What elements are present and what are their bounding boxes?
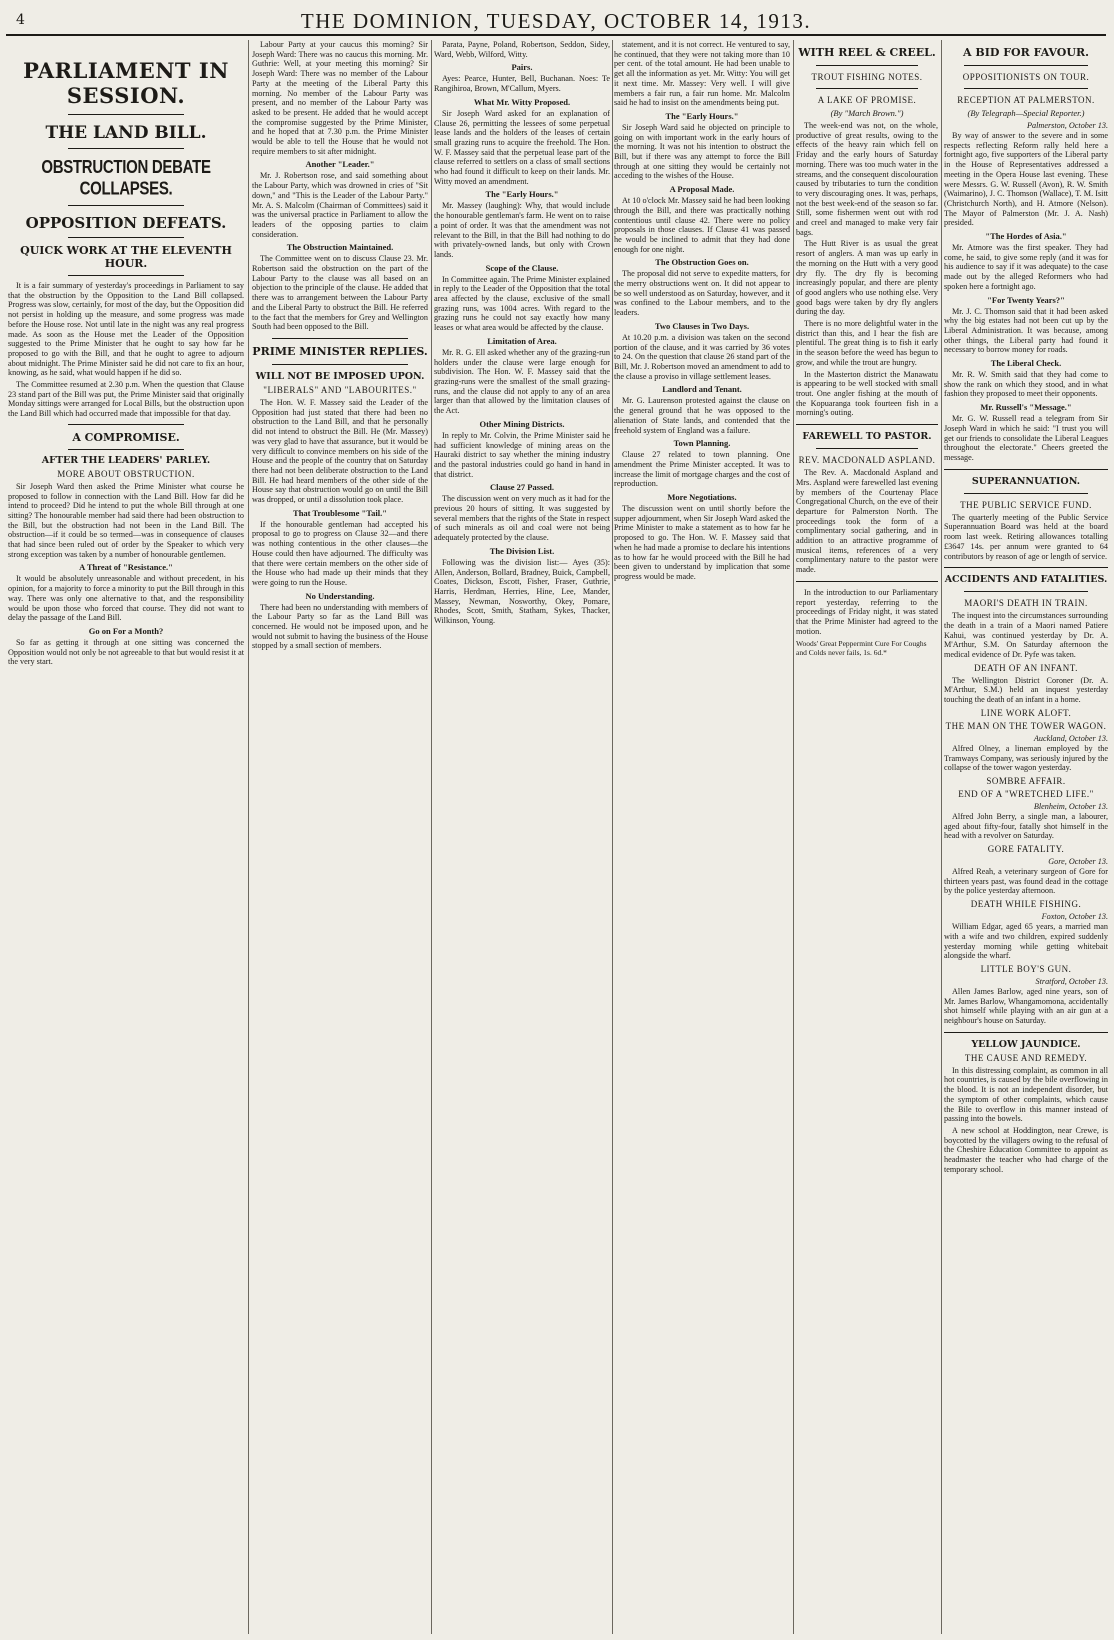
- headline-superannuation: SUPERANNUATION.: [971, 475, 1081, 487]
- headline-trout-fishing: TROUT FISHING NOTES.: [811, 72, 923, 82]
- headline-quick-work: QUICK WORK AT THE ELEVENTH HOUR.: [20, 244, 232, 270]
- column-6: [944, 40, 1108, 1636]
- headline-accidents: ACCIDENTS AND FATALITIES.: [944, 574, 1108, 586]
- subheading: Scope of the Clause.: [485, 262, 559, 273]
- headline-rev-aspland: REV. MACDONALD ASPLAND.: [798, 455, 936, 466]
- article-paragraph: Mr. Massey (laughing): Why, that would include the honourable gentleman's farm. He went on to raise a point of order. It was that the amendment was not relevant to the Bill, in that the Bill had nothing to do with privately-owned lands, but only with Crown lands.: [434, 201, 610, 259]
- headline-bid-for-favour: A BID FOR FAVOUR.: [963, 46, 1089, 59]
- article-paragraph: Mr. R. G. Ell asked whether any of the grazing-run holders under the clause were large enough for subdivision. The Hon. W. F. Massey said that the grazing-runs were the smallest of the small grazing-runs, and the clause did not apply to any of an area larger than that allowed by the limitation clauses of the Act.: [434, 347, 610, 416]
- subheading: Town Planning.: [673, 438, 731, 449]
- headline-lake-of-promise: A LAKE OF PROMISE.: [817, 95, 917, 105]
- article-paragraph: Mr. G. W. Russell read a telegram from Sir Joseph Ward in which he said: "I trust you will get our friends to consolidate the Liberal Leagues throughout the electorate." Cheers greeted the message.: [944, 414, 1108, 462]
- article-paragraph: If the honourable gentleman had accepted his proposal to go to progress on Clause 32—and there was nothing contentious in the other clauses—the House could then have adjourned. The difficulty was that there were certain members on the other side of the House who had made up their minds that they were going to run the House.: [252, 519, 428, 587]
- article-paragraph: Parata, Payne, Poland, Robertson, Seddon, Sidey, Ward, Webb, Wilford, Witty.: [434, 40, 610, 59]
- column-3: [434, 40, 610, 1636]
- article-paragraph: A new school at Hoddington, near Crewe, is boycotted by the villagers owing to the refusal of the Cheshire Education Committee to appoint as headmaster the teacher who had charge of the temporary school.: [944, 1126, 1108, 1174]
- divider: [796, 424, 938, 425]
- article-paragraph: In Committee again. The Prime Minister explained in reply to the Leader of the Opposition that the total area affected by the clause, exclusive of the small grazing runs, was 1004 acres. With regard to the grazing runs he could not say exactly how many leases or what area would be affected by the clause.: [434, 274, 610, 333]
- headline-pm-replies: PRIME MINISTER REPLIES.: [252, 344, 428, 358]
- masthead: [6, 6, 1106, 36]
- article-paragraph: In reply to Mr. Colvin, the Prime Minister said he had sufficient knowledge of mining areas on the Hauraki district to say whether the mining industry and the pastoral industries could go hand in hand in that district.: [434, 430, 610, 479]
- column-2: [252, 40, 428, 1636]
- advertisement: Woods' Great Peppermint Cure For Coughs and Colds never fails, 1s. 6d.*: [796, 639, 927, 658]
- article-paragraph: Alfred Olney, a lineman employed by the Tramways Company, was seriously injured by the collapse of the tower wagon yesterday.: [944, 743, 1108, 773]
- headline-little-boys-gun: LITTLE BOY'S GUN.: [980, 963, 1072, 974]
- subheading: MORE ABOUT OBSTRUCTION.: [57, 468, 195, 479]
- subheading: A Proposal Made.: [669, 184, 735, 195]
- divider: [816, 65, 918, 66]
- headline-sombre-affair: SOMBRE AFFAIR.: [986, 775, 1066, 786]
- divider: [964, 65, 1088, 66]
- subheading: Another "Leader.": [305, 159, 375, 170]
- article-paragraph: There is no more delightful water in the district than this, and I hear the fish are plentiful. The great thing is to fish it early in the season before the weed has begun to grow, and while the trout are hungry.: [796, 319, 938, 367]
- divider: [944, 567, 1108, 568]
- subheading: The "Early Hours.": [665, 110, 739, 121]
- headline-public-service-fund: THE PUBLIC SERVICE FUND.: [960, 499, 1092, 510]
- divider: [68, 237, 184, 238]
- subheading: The Obstruction Goes on.: [655, 257, 749, 268]
- article-paragraph: The Committee resumed at 2.30 p.m. When the question that Clause 23 stand part of the Bill was put, the Prime Minister said that originally Monday sittings were arranged for Local Bills, but the obstruction upon the Land Bill which had occurred made that impossible for that day.: [8, 380, 244, 419]
- headline-yellow-jaundice: YELLOW JAUNDICE.: [971, 1038, 1081, 1050]
- headline-not-imposed: WILL NOT BE IMPOSED UPON.: [255, 370, 425, 382]
- headline-death-fishing: DEATH WHILE FISHING.: [970, 899, 1082, 910]
- dateline: Foxton, October 13.: [1041, 912, 1108, 922]
- article-paragraph: By way of answer to the severe and in some respects reflecting Reform rally held here a fortnight ago, five supporters of the Liberal party in the House of Representatives addressed a meeting in the Opera House last evening. These were Messrs. G. W. Russell (Avon), R. W. Smith (Waimarino), J. C. Thomson (Wallace), T. M. Isitt (Christchurch North), and H. Atmore (Nelson). The Mayor of Palmerston (Mr. J. A. Nash) presided.: [944, 131, 1108, 228]
- article-paragraph: Allen James Barlow, aged nine years, son of Mr. James Barlow, Whangamomona, accidentally shot himself while playing with an air gun at a neighbour's house on Saturday.: [944, 986, 1108, 1026]
- article-paragraph: Mr. J. Robertson rose, and said something about the Labour Party, which was drowned in cries of "Sit down," and "This is the Leader of the Labour Party." Mr. A. S. Malcolm (Chairman of Committees) said it was the universal practice in Parliament to allow the leaders of the opposing parties to claim consideration.: [252, 171, 428, 239]
- article-paragraph: In the Masterton district the Manawatu is appearing to be well stocked with small trout. One angler fishing at the mouth of the Kopuaranga took fourteen fish in a morning's outing.: [796, 369, 938, 418]
- divider: [68, 148, 184, 149]
- divider: [272, 338, 408, 339]
- subheading: Clause 27 Passed.: [490, 482, 554, 493]
- article-paragraph: At 10 o'clock Mr. Massey said he had been looking through the Bill, and there was practically nothing contentious until clause 42. There were no policy proposals in those clauses. If Clause 41 was passed he would be inclined to admit that they had done enough for one night.: [614, 196, 790, 254]
- headline-oppositionists: OPPOSITIONISTS ON TOUR.: [962, 72, 1090, 82]
- subheading: The Division List.: [489, 545, 555, 556]
- headline-wretched-life: END OF A "WRETCHED LIFE.": [958, 788, 1094, 799]
- headline-opposition-defeats: OPPOSITION DEFEATS.: [25, 214, 227, 232]
- article-paragraph: Mr. J. C. Thomson said that it had been asked why the big estates had not been cut up by the Liberal Administration. It was because, among other things, the Liberal party had found it necessary to borrow money for roads.: [944, 306, 1108, 355]
- headline-leaders-parley: AFTER THE LEADERS' PARLEY.: [41, 454, 211, 466]
- article-paragraph: The discussion went on until shortly before the supper adjournment, when Sir Joseph Ward asked the Prime Minister to make a statement as to how far he proposed to go. The Hon. W. F. Massey said that when he had made a promise to declare his intentions as to how far he would proceed with the Bill he had been given to understand by implication that some progress would be made.: [614, 504, 790, 581]
- headline-line-work: LINE WORK ALOFT.: [980, 707, 1072, 718]
- headline-gore-fatality: GORE FATALITY.: [987, 844, 1065, 855]
- article-paragraph: The quarterly meeting of the Public Service Superannuation Board was held at the board room last week. Retiring allowances totalling £3647 14s. per annum were granted to 64 contributors by reason of age or length of service.: [944, 512, 1108, 561]
- subheading: The Liberal Check.: [990, 358, 1062, 369]
- subheading: Mr. Russell's "Message.": [980, 402, 1072, 413]
- headline-cause-remedy: THE CAUSE AND REMEDY.: [964, 1052, 1088, 1063]
- subheading: No Understanding.: [305, 590, 375, 601]
- headline-infant: DEATH OF AN INFANT.: [974, 662, 1078, 673]
- article-paragraph: So far as getting it through at one sitting was concerned the Opposition would not only be not agreeable to that but would resist it at the very start.: [8, 637, 244, 667]
- headline-parliament: PARLIAMENT IN SESSION.: [23, 58, 229, 108]
- dateline: Palmerston, October 13.: [1027, 121, 1108, 130]
- divider: [944, 1032, 1108, 1033]
- article-paragraph: Mr. R. W. Smith said that they had come to show the rank on which they stood, and in what fashion they proposed to meet their opponents.: [944, 370, 1108, 399]
- column-4: [614, 40, 790, 1636]
- subheading: Landlord and Tenant.: [662, 384, 742, 395]
- newspaper-title: THE DOMINION, TUESDAY, OCTOBER 14, 1913.: [300, 9, 812, 33]
- article-paragraph: The Rev. A. Macdonald Aspland and Mrs. Aspland were farewelled last evening by members of the Courtenay Place Congregational Church, on the eve of their departure for Palmerston North. The proceedings took the form of a complimentary social gathering, and in addition to an attractive programme of musical items, references of a very complimentary nature to the pastor were made.: [796, 468, 938, 575]
- article-paragraph: The inquest into the circumstances surrounding the death in a train of a Maori named Patiere Kahui, was continued yesterday by Dr. A. M'Arthur, S.M. On Saturday afternoon the medical evidence of Dr. Pyfe was taken.: [944, 611, 1108, 660]
- article-paragraph: The proposal did not serve to expedite matters, for the merry obstructions went on. It did not appear to be so well understood as on Saturday, however, and it was confined to the Labour members, and to the leaders.: [614, 269, 790, 318]
- headline-farewell-pastor: FAREWELL TO PASTOR.: [802, 431, 932, 443]
- article-paragraph: The Committee went on to discuss Clause 23. Mr. Robertson said the obstruction on the part of the Labour Party to the clause was all based on an objection to the principle of the clause. He added that there was to arrangement between the Labour Party and the Liberal Party to obstruct the Bill. He referred to the fact that the members for Grey and Wellington South had been opposed to the Bill.: [252, 254, 428, 332]
- subheading: The "Early Hours.": [485, 189, 559, 200]
- article-paragraph: Sir Joseph Ward then asked the Prime Minister what course he proposed to follow in connection with the Land Bill. How far did he intend to proceed? Did he intend to put the whole Bill through at one sitting? The honourable member had said there had been obstruction to the Bill, but the obstruction had not been in the Land Bill. The obstruction—if it could be so termed—was in consequence of clauses that had since been ruled out of order by the Speaker to which very strong exception was taken by a number of honourable gentlemen.: [8, 481, 244, 559]
- column-rule: [248, 40, 249, 1634]
- divider: [816, 88, 918, 89]
- article-paragraph: Following was the division list:— Ayes (35): Allen, Anderson, Bollard, Bradney, Buick, Campbell, Coates, Dickson, Escott, Fisher, Fraser, Guthrie, Harris, Herdman, Herries, Hine, Lee, Mander, Massey, Newman, Nosworthy, Okey, Pomare, Rhodes, Scott, Smith, Statham, Sykes, Thacker, Wilkinson, Young.: [434, 557, 610, 626]
- article-paragraph: Sir Joseph Ward asked for an explanation of Clause 26, permitting the lessees of some perpetual lease lands and the holders of the leases of certain small grazing runs to acquire the freehold. The Hon. W. F. Massey said that the perpetual lease part of the clause referred to settlers on a class of small sections who had found it difficult to keep on their lands. Mr. Witty moved an amendment.: [434, 108, 610, 186]
- column-rule: [941, 40, 942, 1634]
- headline-maori-death: MAORI'S DEATH IN TRAIN.: [964, 598, 1088, 609]
- subheading: Two Clauses in Two Days.: [654, 320, 750, 331]
- divider: [816, 448, 918, 449]
- article-paragraph: It would be absolutely unreasonable and without precedent, in his opinion, for a majority to force a minority to put the Bill through in this way. There was only one alternative to that, and the responsibility would be upon those who forced that course. They did not want to delay the passage of the Land Bill.: [8, 574, 244, 623]
- article-paragraph: Ayes: Pearce, Hunter, Bell, Buchanan. Noes: Te Rangihiroa, Brown, M'Callum, Myers.: [434, 74, 610, 94]
- dateline: Blenheim, October 13.: [1033, 801, 1108, 811]
- dateline: Stratford, October 13.: [1035, 976, 1108, 986]
- article-paragraph: Alfred John Berry, a single man, a labourer, aged about fifty-four, fatally shot himself in the head with a revolver on Saturday.: [944, 811, 1108, 841]
- dateline: Gore, October 13.: [1048, 857, 1108, 867]
- headline-tower-wagon: THE MAN ON THE TOWER WAGON.: [945, 720, 1107, 731]
- article-paragraph: Mr. Atmore was the first speaker. They had come, he said, to give some reply (and it was for his audience to say if it was adequate) to the case made out by the alleged Reformers who had spoken here a fortnight ago.: [944, 243, 1108, 291]
- byline: (By Telegraph—Special Reporter.): [967, 108, 1085, 118]
- divider: [68, 424, 184, 425]
- article-paragraph: William Edgar, aged 65 years, a married man with a wife and two children, expired suddenly yesterday morning while getting whitebait alongside the wharf.: [944, 922, 1108, 961]
- subheading: "LIBERALS" AND "LABOURITES.": [263, 384, 417, 395]
- article-paragraph: Mr. G. Laurenson protested against the clause on the general ground that he was opposed to the alienation of State lands, and contended that the freehold system of England was a failure.: [614, 396, 790, 435]
- divider: [964, 88, 1088, 89]
- article-paragraph: Alfred Reah, a veterinary surgeon of Gore for thirteen years past, was found dead in the cottage by the police yesterday afternoon.: [944, 867, 1108, 896]
- divider: [964, 591, 1088, 592]
- divider: [68, 275, 184, 276]
- article-paragraph: The discussion went on very much as it had for the previous 20 hours of sitting. It was suggested by several members that the rights of the State in respect of such minerals as oil and coal were not being adequately protected by the clause.: [434, 494, 610, 543]
- subheading: "For Twenty Years?": [987, 294, 1065, 305]
- article-paragraph: statement, and it is not correct. He ventured to say, he continued, that they were not taking more than 10 per cent. of the total amount. He had been unable to get all the information as yet. Mr. Witty: You will get it next time. Mr. Massey: Very well. I will give members a fair run, a fair run home. Mr. Malcolm said he had to insist on the amendments being put.: [614, 40, 790, 108]
- article-paragraph: There had been no understanding with members of the Labour Party so far as the Land Bill was concerned. He would not be imposed upon, and he would not submit to having the business of the House stopped by a small section of members.: [252, 602, 428, 651]
- headline-land-bill: THE LAND BILL.: [45, 123, 207, 143]
- article-paragraph: It is a fair summary of yesterday's proceedings in Parliament to say that the obstruction by the Opposition to the Land Bill collapsed. Progress was slow, certainly, for most of the day, but the Opposition did not persist in holding up the measure, and some progress was made before the House rose. Not until late in the night was any real progress made. As soon as the House met the Leader of the Opposition suggested to the Prime Minister that he ought to say how far he proposed to go with the Bill, and that he ought to agree to adjourn about midnight. The Prime Minister said he did not care to fix an hour, knowing, as he said, what would happen if he did so.: [8, 281, 244, 378]
- headline-compromise: A COMPROMISE.: [72, 430, 180, 444]
- article-paragraph: In this distressing complaint, as common in all hot countries, is caused by the bile overflowing in the blood. It is not an independent disorder, but the symptom of other complaints, which cause the Bile to overflow in this manner instead of passing into the bowels.: [944, 1065, 1108, 1124]
- divider: [272, 364, 408, 365]
- divider: [68, 114, 184, 115]
- column-rule: [612, 40, 613, 1634]
- page-number: 4: [16, 12, 25, 28]
- article-paragraph: The Wellington District Coroner (Dr. A. M'Arthur, S.M.) held an inquest yesterday touching the death of an infant in a home.: [944, 675, 1108, 705]
- article-paragraph: Clause 27 related to town planning. One amendment the Prime Minister accepted. It was to increase the limit of mortgage charges and the cost of reproduction.: [614, 450, 790, 489]
- subheading: "The Hordes of Asia.": [985, 231, 1067, 242]
- subheading: More Negotiations.: [667, 492, 737, 503]
- article-paragraph: Labour Party at your caucus this morning? Sir Joseph Ward: There was no caucus this morning. Mr. Guthrie: Well, at your meeting this morning? Sir Joseph Ward: There was no member of the Labour Party at the meeting of the Liberal Party this morning. No member of the Labour Party was present, and no member of the Labour Party was asked to be present. He added that he would accept the compromise suggested by the Prime Minister, and he hoped that at 7.30 p.m. the Prime Minister would be able to tell the House that he would not require members to sit after midnight.: [252, 40, 428, 156]
- divider: [68, 449, 184, 450]
- subheading: A Threat of "Resistance.": [79, 562, 173, 573]
- dateline: Auckland, October 13.: [1033, 733, 1108, 743]
- article-paragraph: In the introduction to our Parliamentary report yesterday, referring to the proceedings of Friday night, it was stated that the Prime Minister had agreed to the motion.: [796, 587, 938, 636]
- divider: [964, 493, 1088, 494]
- headline-obstruction: OBSTRUCTION DEBATE COLLAPSES.: [41, 156, 211, 200]
- subheading: That Troublesome "Tail.": [293, 507, 387, 518]
- column-5: [796, 40, 938, 1636]
- article-paragraph: At 10.20 p.m. a division was taken on the second portion of the clause, and it was carried by 36 votes to 24. On the question that clause 26 stand part of the Bill, Mr. J. Robertson moved an amendment to add to the clause a proviso in village settlement leases.: [614, 332, 790, 381]
- byline: (By "March Brown."): [830, 108, 904, 118]
- subheading: The Obstruction Maintained.: [286, 242, 394, 253]
- article-paragraph: The Hutt River is as usual the great resort of anglers. A man was up early in the morning on the Hutt with a very good dry fly. The dry fly is becoming increasingly popular, and there are plenty of good anglers who use nothing else. Very good bags were taken by dry fly anglers during the day.: [796, 239, 938, 317]
- divider: [796, 581, 938, 582]
- column-1: [8, 40, 244, 1636]
- article-paragraph: Sir Joseph Ward said he objected on principle to going on with important work in the early hours of the morning. It was not his intention to obstruct the Bill, but if there was any attempt to force the Bill through at one sitting they would be certainly not acceding to the wishes of the House.: [614, 122, 790, 181]
- headline-reel-creel: WITH REEL & CREEL.: [798, 46, 936, 59]
- article-paragraph: The week-end was not, on the whole, productive of great results, owing to the effects of the heavy rain which fell on Friday and the early hours of Saturday morning. There was too much water in the streams, and the consequent discolouration caused by tributaries to turn the condition to very discouraging ones. It was, perhaps, not the best week-end of the season so far. Still, some fishermen went out with rod and creel and managed to make very fair bags.: [796, 121, 938, 237]
- column-rule: [431, 40, 432, 1634]
- subheading: Limitation of Area.: [487, 335, 557, 346]
- headline-reception: RECEPTION AT PALMERSTON.: [957, 95, 1095, 105]
- column-rule: [793, 40, 794, 1634]
- subheading: What Mr. Witty Proposed.: [473, 96, 571, 107]
- divider: [944, 469, 1108, 470]
- divider: [68, 205, 184, 206]
- subheading: Pairs.: [511, 62, 533, 73]
- subheading: Go on For a Month?: [88, 625, 164, 636]
- subheading: Other Mining Districts.: [479, 418, 565, 429]
- article-paragraph: The Hon. W. F. Massey said the Leader of the Opposition had just stated that there had been no obstruction to the Land Bill, and that he personally did not intend to obstruct the Bill. He (Mr. Massey) was very glad to have that assurance, but it would be very difficult to convince members on his side of the House and the people of the country that on Saturday there had not been deliberate obstruction to the Land Bill. He had heard members of the other side of the House say that obstruction would go on until the Bill was dropped, or until a dissolution took place.: [252, 397, 428, 505]
